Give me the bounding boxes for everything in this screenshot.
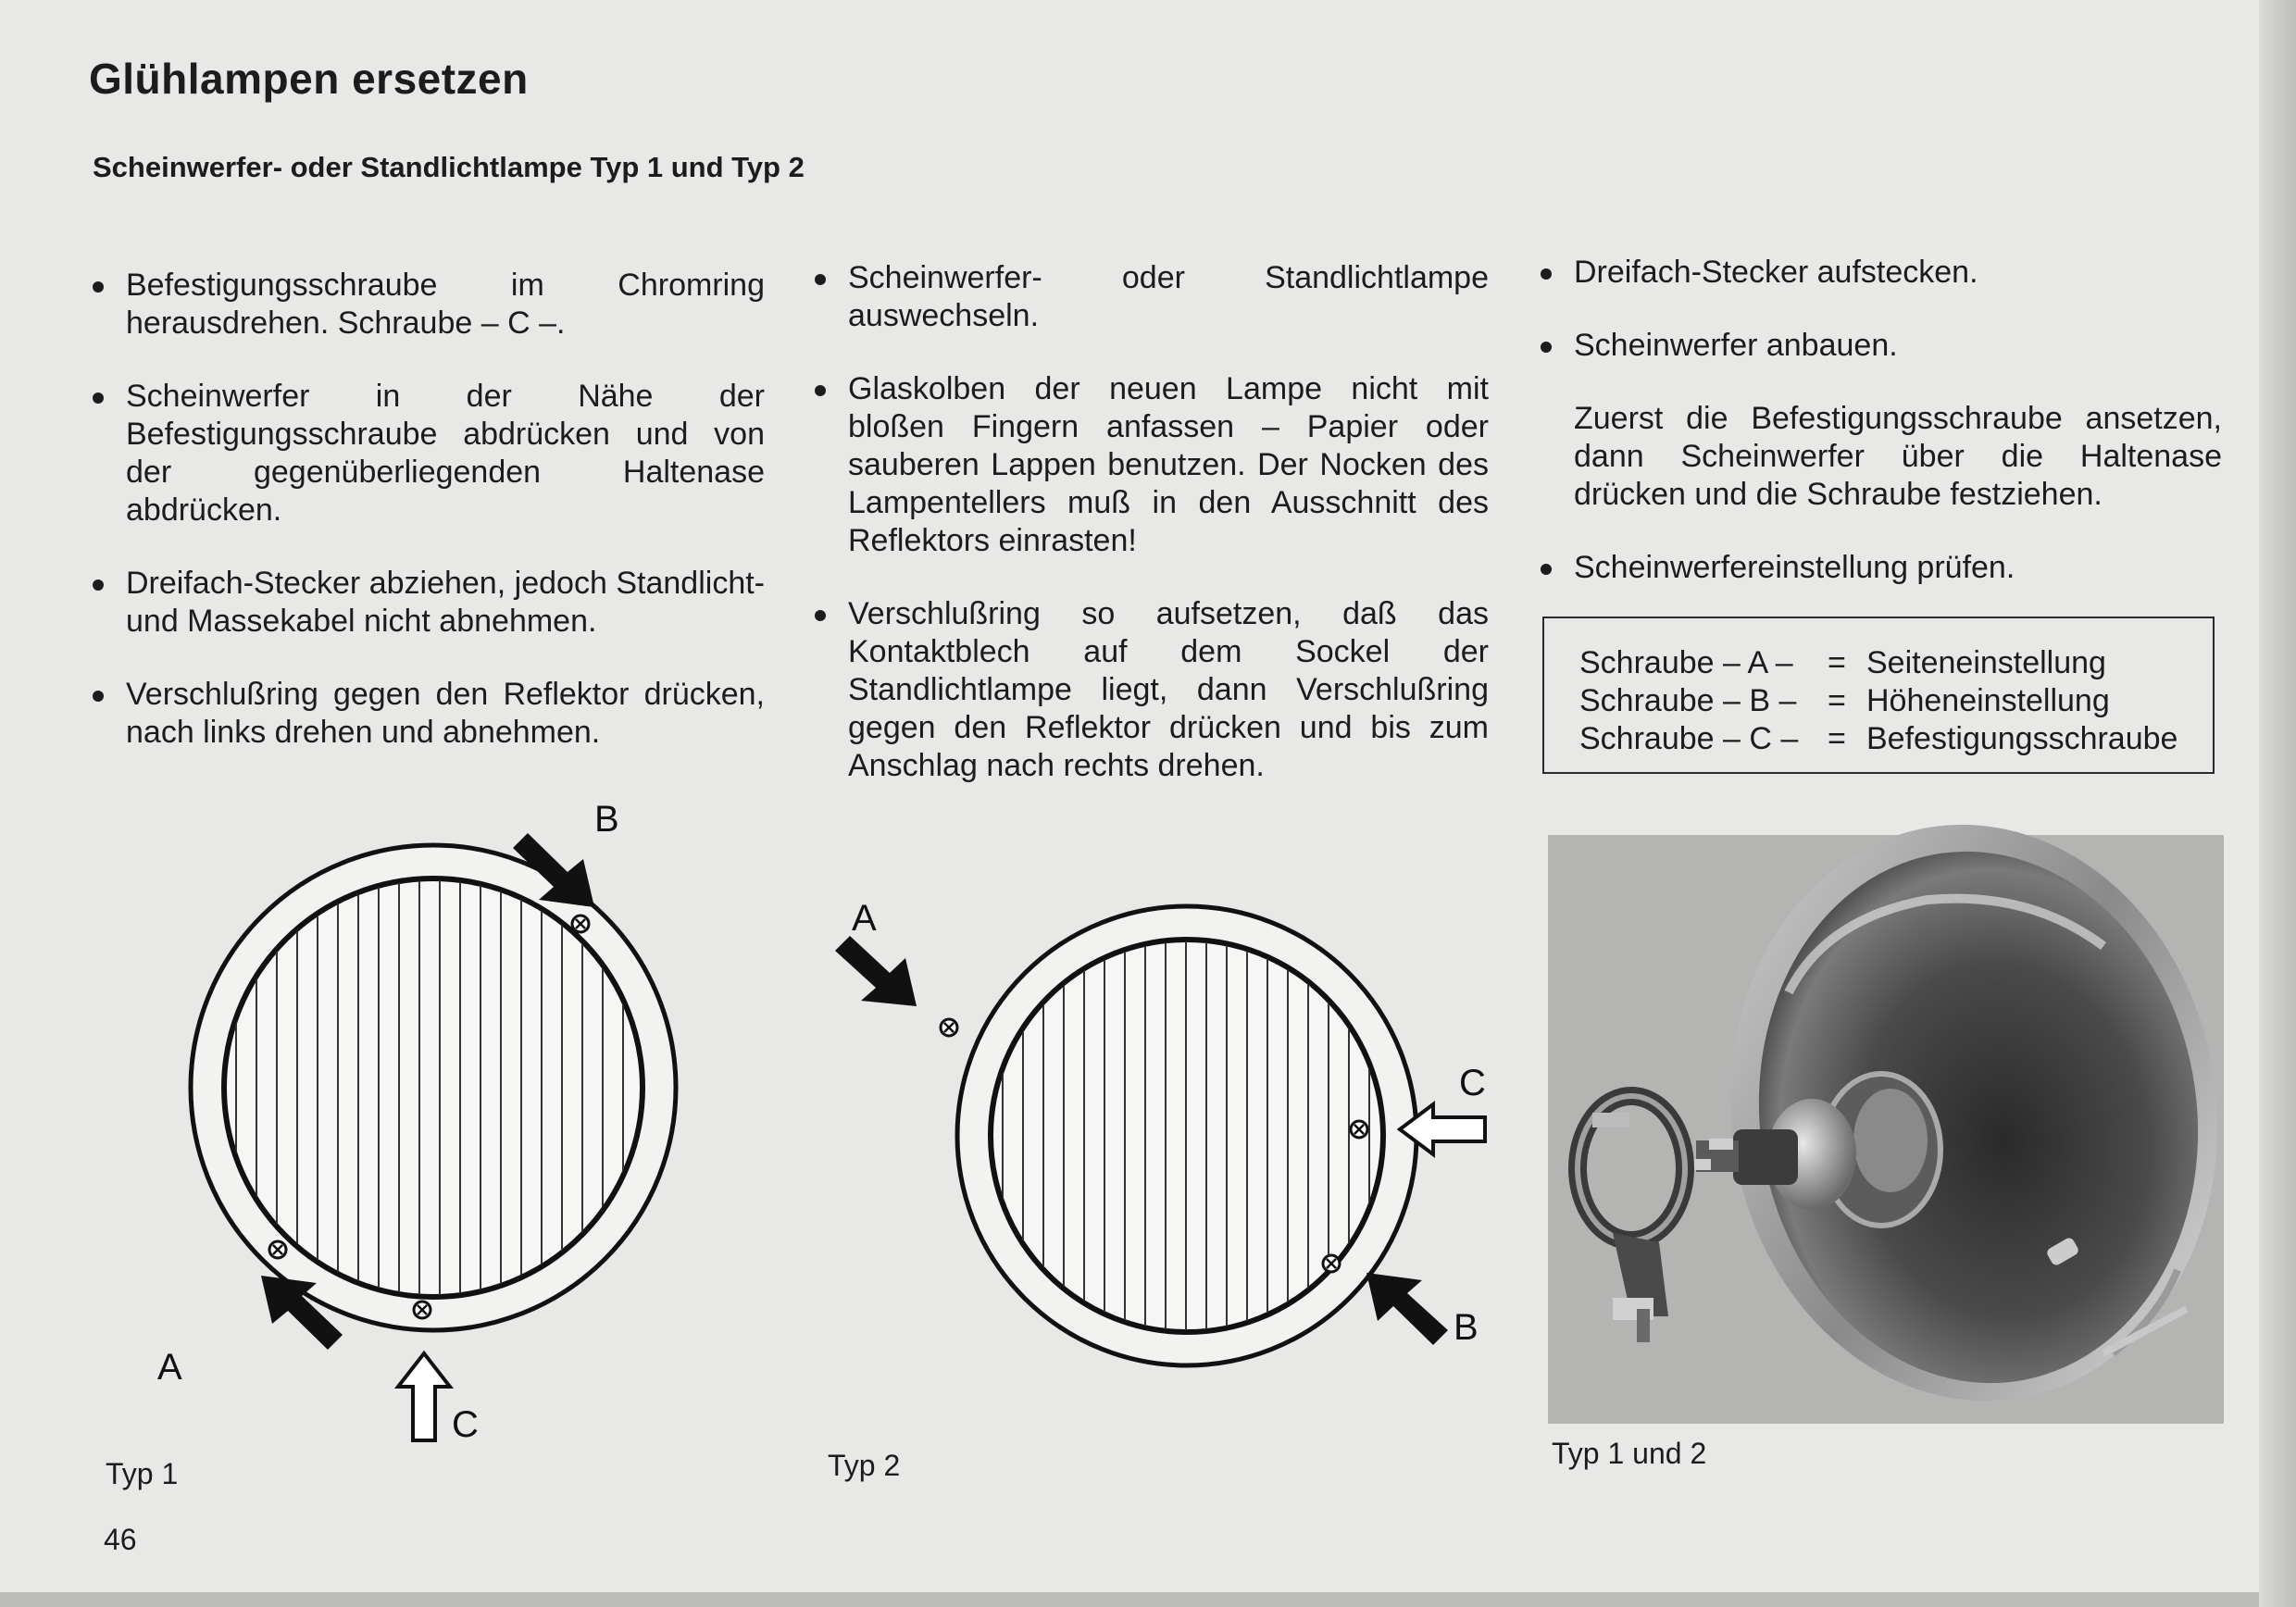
- figure-caption-typ2: Typ 2: [828, 1449, 901, 1482]
- arrow-c-icon: [398, 1353, 450, 1440]
- page-edge: [2259, 0, 2296, 1607]
- step-item: Scheinwerfereinstellung prüfen.: [1541, 549, 2222, 587]
- headlight-diagram-typ2: [815, 898, 1518, 1458]
- section-subtitle: Scheinwerfer- oder Standlichtlampe Typ 1 und Typ 2: [93, 151, 805, 183]
- page-number: 46: [104, 1523, 137, 1556]
- label-c: C: [1459, 1063, 1486, 1103]
- figure-caption-photo: Typ 1 und 2: [1552, 1437, 1707, 1470]
- step-item: Verschlußring so aufsetzen, daß das Kontaktblech auf dem Sockel der Standlichtlampe liegt, dann Verschlußring gegen den Reflektor drücken und bis zum Anschlag nach rechts drehen.: [815, 595, 1489, 785]
- label-b: B: [594, 799, 619, 840]
- screw-icon: [414, 1302, 430, 1318]
- headlight-diagram-typ1: [157, 799, 713, 1445]
- screw-icon: [572, 916, 589, 932]
- bullet-icon: [815, 274, 826, 285]
- screw-icon: [269, 1241, 286, 1258]
- bullet-icon: [93, 281, 104, 293]
- screw-icon: [1351, 1121, 1367, 1138]
- figure-caption-typ1: Typ 1: [106, 1457, 179, 1490]
- headlight-inner-ring: [224, 878, 643, 1297]
- step-item: Glaskolben der neuen Lampe nicht mit bloßen Fingern anfassen – Papier oder sauberen Lappen benutzen. Der Nocken des Lampentellers muß in den Ausschnitt des Reflektors einrasten!: [815, 370, 1489, 560]
- bullet-icon: [93, 579, 104, 591]
- label-c: C: [452, 1404, 479, 1445]
- label-b: B: [1454, 1307, 1479, 1348]
- step-item: Scheinwerfer anbauen.: [1541, 327, 2222, 365]
- bullet-icon: [93, 691, 104, 702]
- label-a: A: [852, 898, 877, 939]
- arrow-a-icon: [835, 936, 917, 1006]
- step-item: Befestigungsschraube im Chromring herausdrehen. Schraube – C –.: [93, 267, 765, 343]
- step-item: Verschlußring gegen den Reflektor drücken, nach links drehen und abnehmen.: [93, 676, 765, 752]
- bullet-icon: [1541, 564, 1552, 575]
- step-item: Dreifach-Stecker aufstecken.: [1541, 254, 2222, 292]
- step-item: Dreifach-Stecker abziehen, jedoch Standlicht- und Massekabel nicht abnehmen.: [93, 565, 765, 641]
- step-item: Scheinwerfer- oder Standlichtlampe auswechseln.: [815, 259, 1489, 335]
- bullet-icon: [815, 610, 826, 621]
- instructions-column-3: [1541, 254, 2222, 622]
- page-bottom-edge: [0, 1592, 2259, 1607]
- label-a: A: [157, 1347, 182, 1388]
- arrow-b-icon: [1366, 1273, 1448, 1345]
- page-title: Glühlampen ersetzen: [89, 55, 529, 103]
- instructions-column-1: [93, 267, 765, 787]
- bullet-icon: [1541, 268, 1552, 280]
- instructions-column-2: [815, 259, 1489, 820]
- screw-icon: [1323, 1255, 1340, 1272]
- screw-icon: [941, 1019, 957, 1036]
- screw-legend-box: Schraube – A – = Seiteneinstellung Schraube – B – = Höheneinstellung Schraube – C – = Befestigungsschraube: [1542, 617, 2215, 774]
- bullet-icon: [1541, 342, 1552, 353]
- step-item: Scheinwerfer in der Nähe der Befestigungsschraube abdrücken und von der gegenüberliegenden Haltenase abdrücken.: [93, 378, 765, 529]
- bullet-icon: [815, 385, 826, 396]
- install-note: Zuerst die Befestigungsschraube ansetzen, dann Scheinwerfer über die Haltenase drücken und die Schraube festziehen.: [1574, 401, 2222, 512]
- headlight-photo: [1548, 835, 2224, 1424]
- bullet-icon: [93, 392, 104, 404]
